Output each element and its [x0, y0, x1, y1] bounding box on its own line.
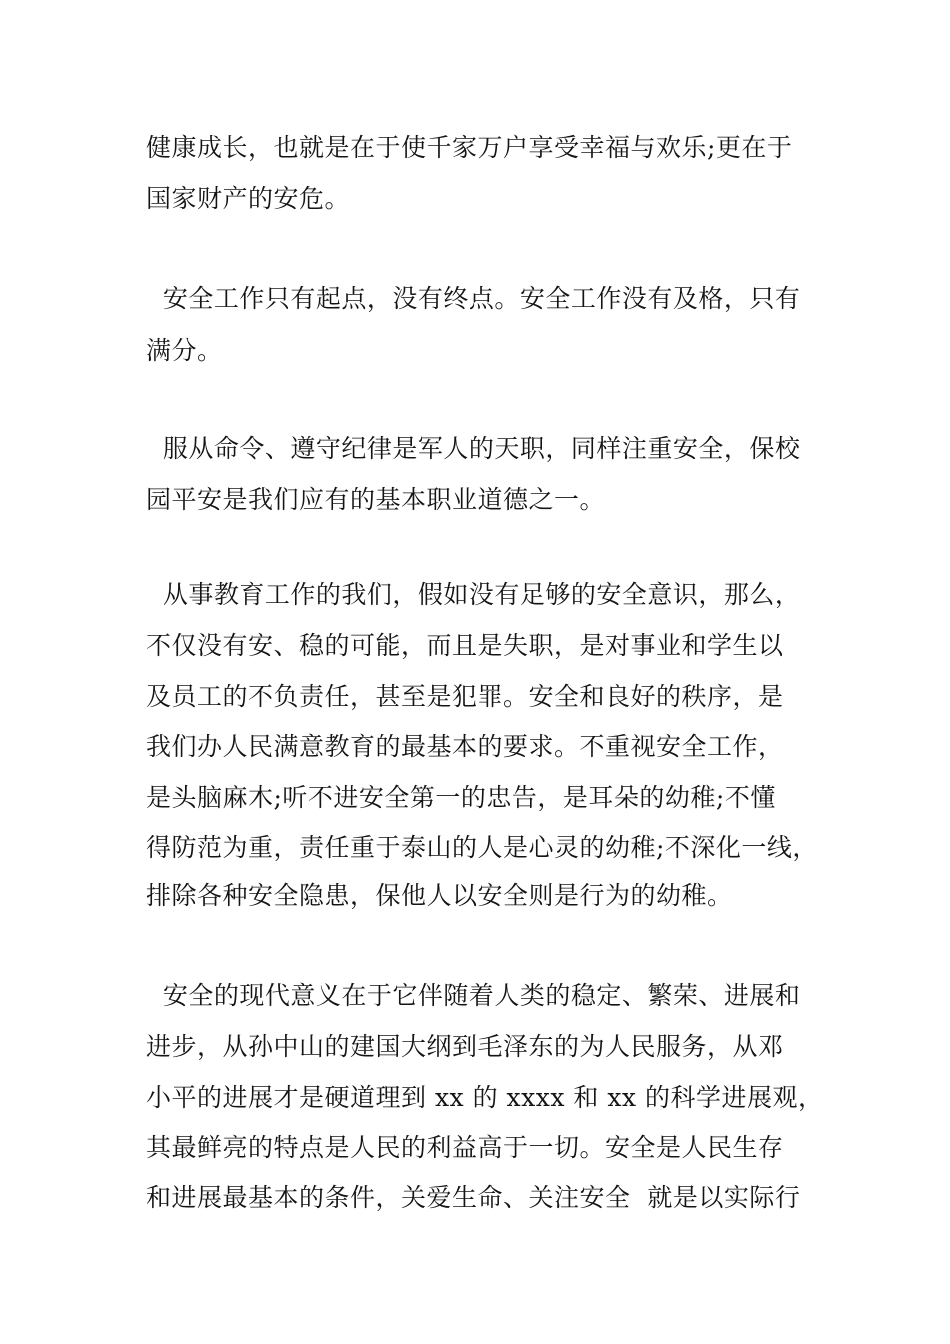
paragraph-4-line-2: 不仅没有安、稳的可能，而且是失职，是对事业和学生以 [146, 631, 784, 660]
paragraph-1-line-2: 国家财产的安危。 [146, 184, 351, 213]
paragraph-5-line-1: 安全的现代意义在于它伴随着人类的稳定、繁荣、进展和 [146, 981, 801, 1010]
paragraph-2-line-1: 安全工作只有起点，没有终点。安全工作没有及格，只有 [146, 284, 801, 313]
paragraph-5-line-5: 和进展最基本的条件，关爱生命、关注安全 就是以实际行 [146, 1183, 801, 1212]
paragraph-4-line-7: 排除各种安全隐患，保他人以安全则是行为的幼稚。 [146, 881, 733, 910]
paragraph-4-line-3: 及员工的不负责任，甚至是犯罪。安全和良好的秩序，是 [146, 682, 784, 711]
paragraph-4-line-5: 是头脑麻木;听不进安全第一的忠告，是耳朵的幼稚;不懂 [146, 783, 776, 812]
paragraph-4-line-4: 我们办人民满意教育的最基本的要求。不重视安全工作， [146, 732, 784, 761]
paragraph-1-line-1: 健康成长，也就是在于使千家万户享受幸福与欢乐;更在于 [146, 133, 793, 162]
paragraph-3-line-1: 服从命令、遵守纪律是军人的天职，同样注重安全，保校 [146, 434, 801, 463]
paragraph-4-line-6: 得防范为重，责任重于泰山的人是心灵的幼稚;不深化一线， [146, 833, 818, 862]
paragraph-2-line-2: 满分。 [146, 336, 223, 365]
paragraph-5-line-3: 小平的进展才是硬道理到 xx 的 xxxx 和 xx 的科学进展观， [146, 1083, 824, 1112]
paragraph-5-line-4: 其最鲜亮的特点是人民的利益高于一切。安全是人民生存 [146, 1133, 784, 1162]
paragraph-3-line-2: 园平安是我们应有的基本职业道德之一。 [146, 485, 606, 514]
paragraph-4-line-1: 从事教育工作的我们，假如没有足够的安全意识，那么， [146, 580, 801, 609]
paragraph-5-line-2: 进步，从孙中山的建国大纲到毛泽东的为人民服务，从邓 [146, 1032, 784, 1061]
